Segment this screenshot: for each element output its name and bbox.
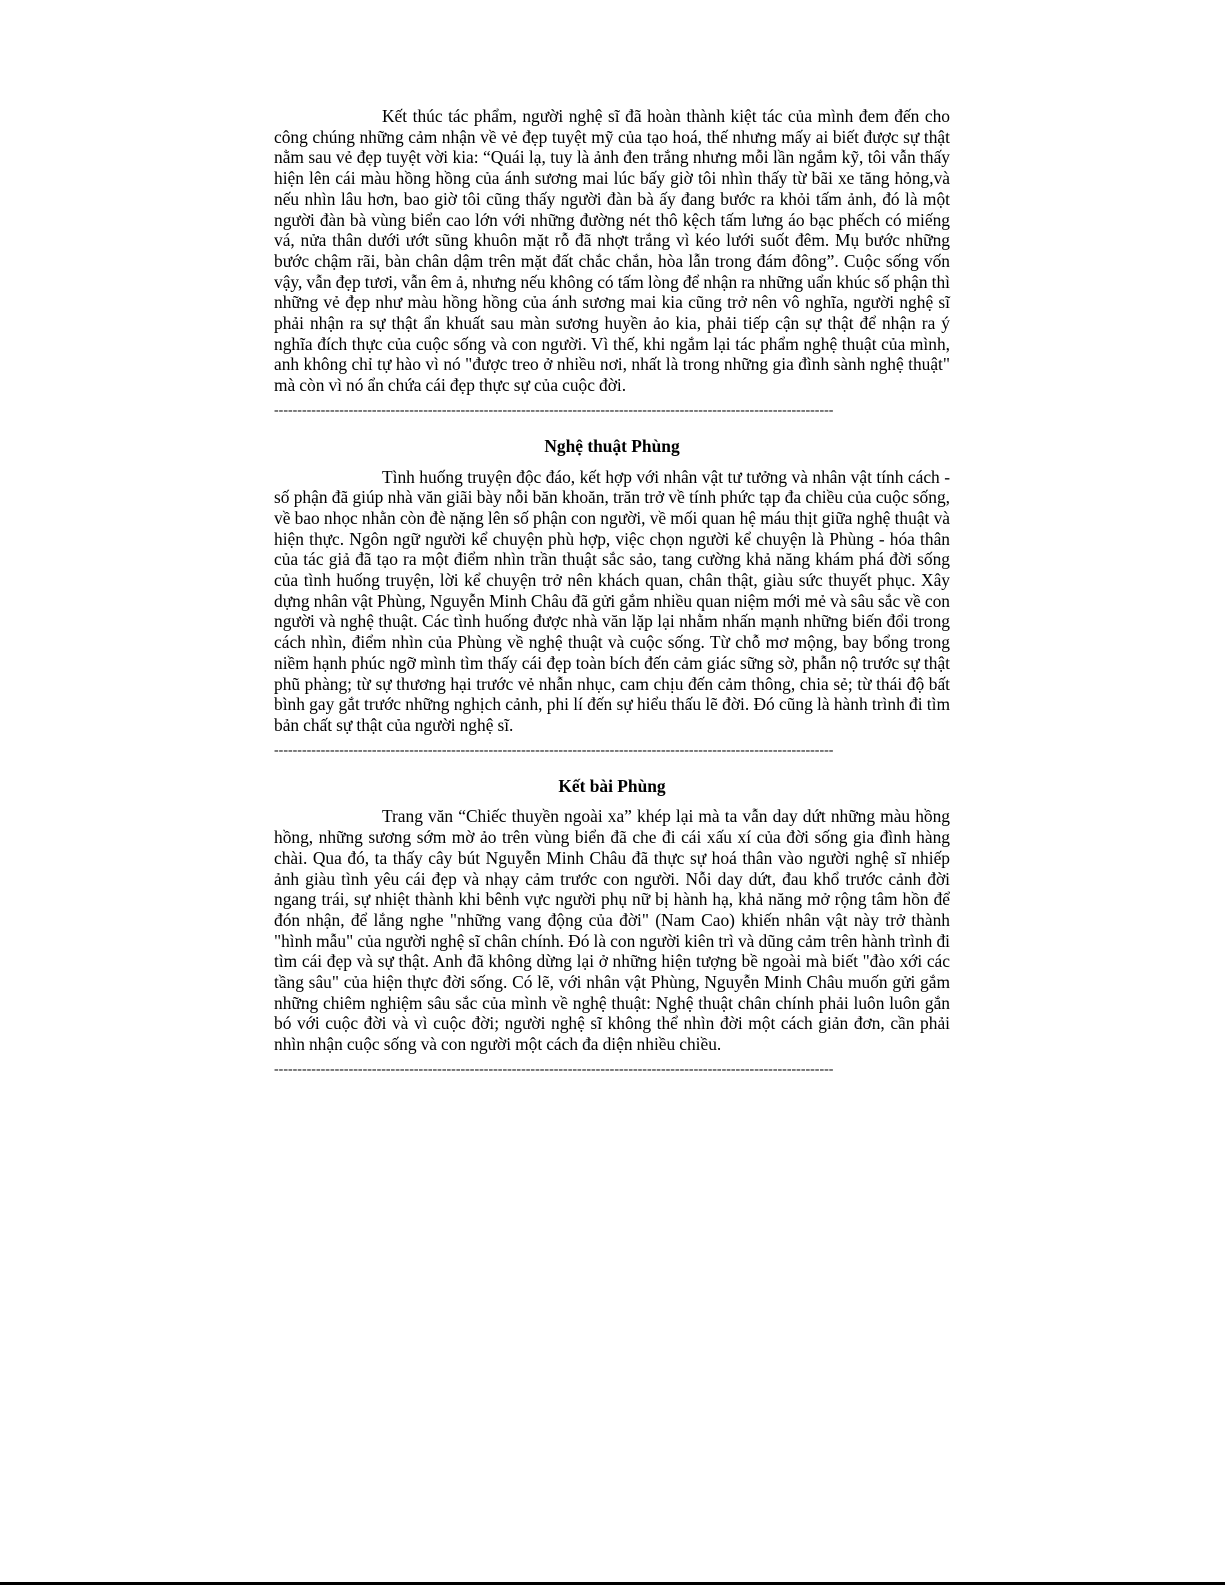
document-page	[274, 106, 950, 1081]
section-heading-ending: Kết bài Phùng	[558, 775, 666, 796]
section-divider: ------------------------------------------------------------------------------------------------------------------------	[274, 742, 834, 758]
ending-paragraph: Trang văn “Chiếc thuyền ngoài xa” khép lại mà ta vẫn day dứt những màu hồng hồng, những sương sớm mờ ảo trên vùng biển đã che đi cái xấu xí của đời sống gia đình hàng chài. Qua đó, ta thấy cây bút Nguyễn Minh Châu đã thực sự hoá thân vào người nghệ sĩ nhiếp ảnh giàu tình yêu cái đẹp và nhạy cảm trước con người. Nỗi day dứt, đau khổ trước cảnh đời ngang trái, sự nhiệt thành khi bênh vực người phụ nữ bị hành hạ, khả năng mở rộng tâm hồn để đón nhận, để lắng nghe "những vang động của đời" (Nam Cao) khiến nhân vật này trở thành "hình mẫu" của người nghệ sĩ chân chính. Đó là con người kiên trì và dũng cảm trên hành trình đi tìm cái đẹp và sự thật. Anh đã không dừng lại ở những hiện tượng bề ngoài mà biết "đào xới các tầng sâu" của hiện thực đời sống. Có lẽ, với nhân vật Phùng, Nguyễn Minh Châu muốn gửi gắm những chiêm nghiệm sâu sắc của mình về nghệ thuật: Nghệ thuật chân chính phải luôn luôn gắn bó với cuộc đời và vì cuộc đời; người nghệ sĩ không thể nhìn đời một cách giản đơn, cần phải nhìn nhận cuộc sống và con người một cách đa diện nhiều chiều.	[274, 806, 950, 1055]
conclusion-paragraph: Kết thúc tác phẩm, người nghệ sĩ đã hoàn thành kiệt tác của mình đem đến cho công chúng những cảm nhận về vẻ đẹp tuyệt mỹ của tạo hoá, thế nhưng mấy ai biết được sự thật nằm sau vẻ đẹp tuyệt vời kia: “Quái lạ, tuy là ảnh đen trắng nhưng mỗi lần ngắm kỹ, tôi vẫn thấy hiện lên cái màu hồng hồng của ánh sương mai lúc bấy giờ tôi nhìn thấy từ bãi xe tăng hỏng,và nếu nhìn lâu hơn, bao giờ tôi cũng thấy người đàn bà ấy đang bước ra khỏi tấm ảnh, đó là một người đàn bà vùng biển cao lớn với những đường nét thô kệch tấm lưng áo bạc phếch có miếng vá, nửa thân dưới ướt sũng khuôn mặt rỗ đã nhợt trắng vì kéo lưới suốt đêm. Mụ bước những bước chậm rãi, bàn chân dậm trên mặt đất chắc chắn, hòa lẫn trong đám đông”. Cuộc sống vốn vậy, vẫn đẹp tươi, vẫn êm ả, nhưng nếu không có tấm lòng để nhận ra những uẩn khúc số phận thì những vẻ đẹp như màu hồng hồng của ánh sương mai kia cũng trở nên vô nghĩa, người nghệ sĩ phải nhận ra sự thật ẩn khuất sau màn sương huyền ảo kia, phải tiếp cận sự thật để nhận ra ý nghĩa đích thực của cuộc sống và con người. Vì thế, khi ngắm lại tác phẩm nghệ thuật của mình, anh không chỉ tự hào vì nó "được treo ở nhiều nơi, nhất là trong những gia đình sành nghệ thuật" mà còn vì nó ẩn chứa cái đẹp thực sự của cuộc đời.	[274, 106, 950, 396]
section-divider: ------------------------------------------------------------------------------------------------------------------------	[274, 402, 834, 418]
section-heading-art: Nghệ thuật Phùng	[544, 435, 680, 456]
art-paragraph: Tình huống truyện độc đáo, kết hợp với nhân vật tư tưởng và nhân vật tính cách - số phận đã giúp nhà văn giãi bày nỗi băn khoăn, trăn trở về tính phức tạp đa chiều của cuộc sống, về bao nhọc nhằn còn đè nặng lên số phận con người, về mối quan hệ máu thịt giữa nghệ thuật và hiện thực. Ngôn ngữ người kể chuyện phù hợp, việc chọn người kể chuyện là Phùng - hóa thân của tác giả đã tạo ra một điểm nhìn trần thuật sắc sảo, tang cường khả năng khám phá đời sống của tình huống truyện, lời kể chuyện trở nên khách quan, chân thật, giàu sức thuyết phục. Xây dựng nhân vật Phùng, Nguyễn Minh Châu đã gửi gắm nhiều quan niệm mới mẻ và sâu sắc về con người và nghệ thuật. Các tình huống được nhà văn lặp lại nhằm nhấn mạnh những biến đổi trong cách nhìn, điểm nhìn của Phùng về nghệ thuật và cuộc sống. Từ chỗ mơ mộng, bay bổng trong niềm hạnh phúc ngỡ mình tìm thấy cái đẹp toàn bích đến cảm giác sững sờ, phẫn nộ trước sự thật phũ phàng; từ sự thương hại trước vẻ nhẫn nhục, cam chịu đến cảm thông, chia sẻ; từ thái độ bất bình gay gắt trước những nghịch cảnh, phi lí đến sự hiểu thấu lẽ đời. Đó cũng là hành trình đi tìm bản chất sự thật của người nghệ sĩ.	[274, 466, 950, 735]
section-divider: ------------------------------------------------------------------------------------------------------------------------	[274, 1061, 834, 1077]
